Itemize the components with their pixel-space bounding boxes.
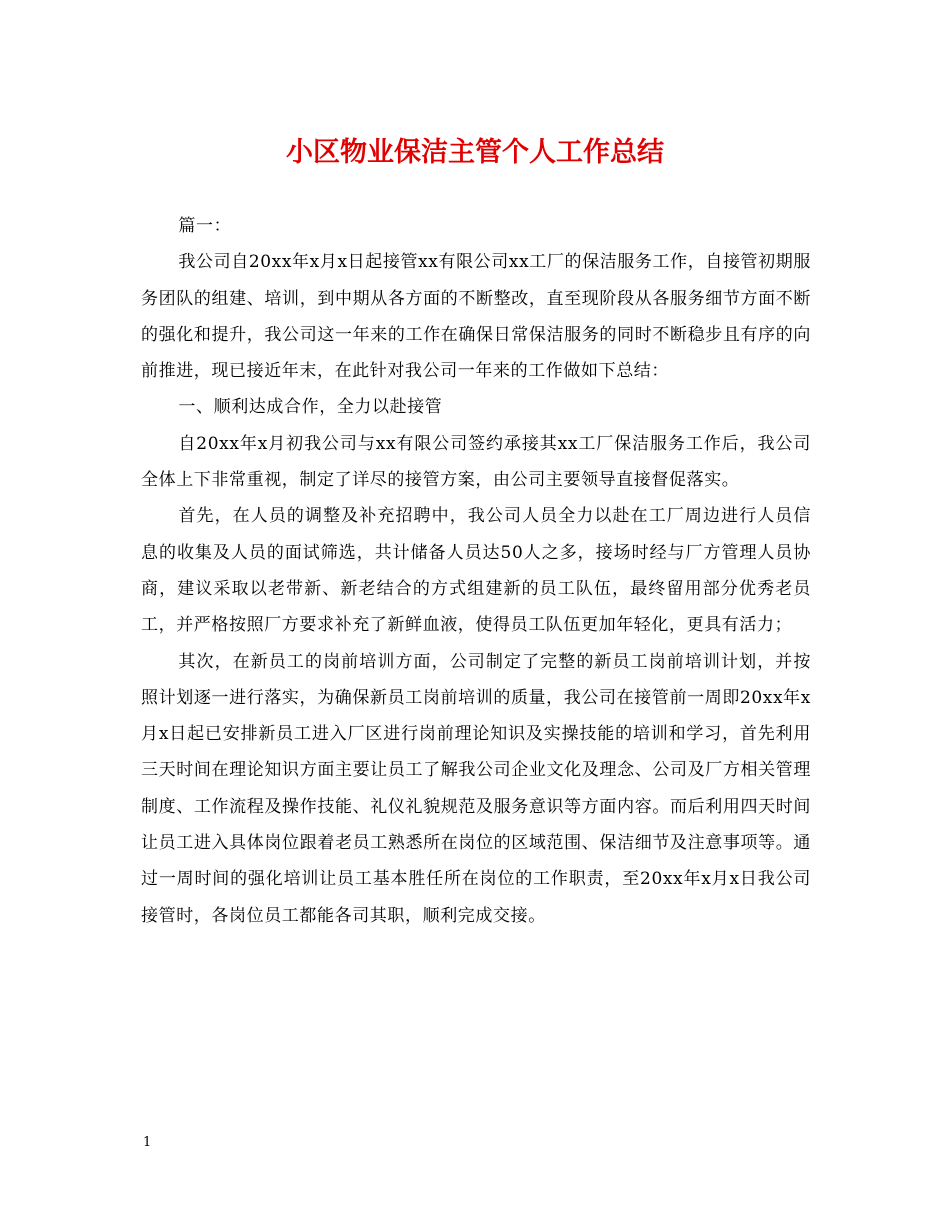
paragraph-staffing: 首先，在人员的调整及补充招聘中，我公司人员全力以赴在工厂周边进行人员信息的收集及人员的面试筛选，共计储备人员达50人之多，接场时经与厂方管理人员协商，建议采取以老带新、新老结合的方式组建新的员工队伍，最终留用部分优秀老员工，并严格按照厂方要求补充了新鲜血液，使得员工队伍更加年轻化，更具有活力； — [141, 506, 811, 636]
paragraph-training: 其次，在新员工的岗前培训方面，公司制定了完整的新员工岗前培训计划，并按照计划逐一进行落实，为确保新员工岗前培训的质量，我公司在接管前一周即20xx年x月x日起已安排新员工进入厂区进行岗前理论知识及实操技能的培训和学习，首先利用三天时间在理论知识方面主要让员工了解我公司企业文化及理念、公司及厂方相关管理制度、工作流程及操作技能、礼仪礼貌规范及服务意识等方面内容。而后利用四天时间让员工进入具体岗位跟着老员工熟悉所在岗位的区域范围、保洁细节及注意事项等。通过一周时间的强化培训让员工基本胜任所在岗位的工作职责，至20xx年x月x日我公司接管时，各岗位员工都能各司其职，顺利完成交接。 — [141, 651, 811, 926]
document-body — [141, 208, 811, 934]
paragraph-heading-1: 一、顺利达成合作，全力以赴接管 — [178, 397, 443, 418]
page-title: 小区物业保洁主管个人工作总结 — [286, 137, 664, 168]
paragraph-intro: 我公司自20xx年x月x日起接管xx有限公司xx工厂的保洁服务工作，自接管初期服务团队的组建、培训，到中期从各方面的不断整改，直至现阶段从各服务细节方面不断的强化和提升，我公司这一年来的工作在确保日常保洁服务的同时不断稳步且有序的向前推进，现已接近年末，在此针对我公司一年来的工作做如下总结： — [141, 252, 811, 382]
page-number: 1 — [143, 1135, 152, 1150]
paragraph-section-label: 篇一： — [178, 216, 232, 236]
paragraph-contract: 自20xx年x月初我公司与xx有限公司签约承接其xx工厂保洁服务工作后，我公司全体上下非常重视，制定了详尽的接管方案，由公司主要领导直接督促落实。 — [141, 433, 811, 491]
